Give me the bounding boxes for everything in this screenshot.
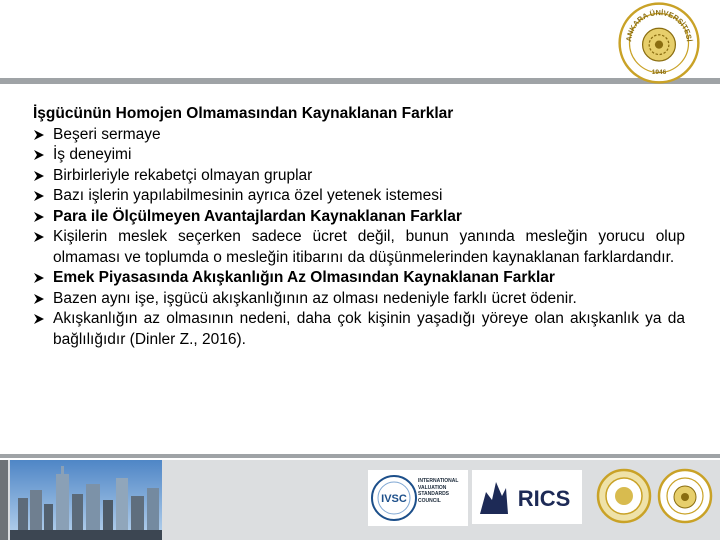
arrow-bullet-icon xyxy=(33,186,47,202)
bullet-item xyxy=(33,207,685,228)
arrow-bullet-icon xyxy=(33,309,47,325)
city-skyline-image xyxy=(10,460,162,540)
gold-seal-logo xyxy=(596,468,652,524)
rics-logo xyxy=(472,470,582,524)
ivsc-label: IVSC xyxy=(381,493,407,505)
seal-arc-text: ANKARA ÜNİVERSİTESİ xyxy=(624,8,694,43)
bullet-text: Bazen aynı işe, işgücü akışkanlığının az olması nedeniyle farklı ücret ödenir. xyxy=(53,289,577,307)
arrow-bullet-icon xyxy=(33,289,47,305)
ivsc-caption: INTERNATIONAL VALUATION STANDARDS COUNCIL xyxy=(418,478,459,504)
slide-heading: İşgücünün Homojen Olmamasından Kaynaklanan Farklar xyxy=(33,105,454,122)
bullet-text: Akışkanlığın az olmasının nedeni, daha çok kişinin yaşadığı yöreye olan akışkanlık ya da bağlılığıdır (Dinler Z., 2016). xyxy=(53,310,685,348)
bullet-text: Birbirleriyle rekabetçi olmayan gruplar xyxy=(53,166,313,184)
bullet-item xyxy=(33,227,685,268)
bullet-text: Para ile Ölçülmeyen Avantajlardan Kaynaklanan Farklar xyxy=(53,207,462,225)
bullet-text: Emek Piyasasında Akışkanlığın Az Olmasından Kaynaklanan Farklar xyxy=(53,269,555,286)
arrow-bullet-icon xyxy=(33,166,47,182)
arrow-bullet-icon xyxy=(33,227,47,243)
footer-stripe xyxy=(0,460,8,540)
bullet-item xyxy=(33,186,685,207)
rics-label: RICS xyxy=(517,486,571,511)
arrow-bullet-icon xyxy=(33,145,47,161)
bullet-item xyxy=(33,309,685,350)
bullet-item xyxy=(33,125,685,146)
bullet-item xyxy=(33,289,685,310)
arrow-bullet-icon xyxy=(33,268,47,284)
bullet-item xyxy=(33,166,685,187)
bullet-text: İş deneyimi xyxy=(53,146,132,163)
arrow-bullet-icon xyxy=(33,125,47,141)
header-divider xyxy=(0,78,720,84)
arrow-bullet-icon xyxy=(33,207,47,223)
slide-content xyxy=(33,104,685,350)
university-seal-footer-logo xyxy=(657,468,713,524)
bullet-text: Beşeri sermaye xyxy=(53,125,161,143)
footer-divider xyxy=(0,454,720,458)
seal-year: 1946 xyxy=(651,69,667,77)
bullet-item xyxy=(33,268,685,289)
bullet-text: Kişilerin meslek seçerken sadece ücret değil, bunun yanında mesleğin yorucu olup olmaması ve toplumda o mesleğin itibarını da düşünmelerinden kaynaklanan farklardandır. xyxy=(53,228,685,266)
bullet-list xyxy=(33,125,685,351)
university-seal-logo xyxy=(618,2,700,84)
bullet-text: Bazı işlerin yapılabilmesinin ayrıca özel yetenek istemesi xyxy=(53,187,443,204)
bullet-item xyxy=(33,145,685,166)
